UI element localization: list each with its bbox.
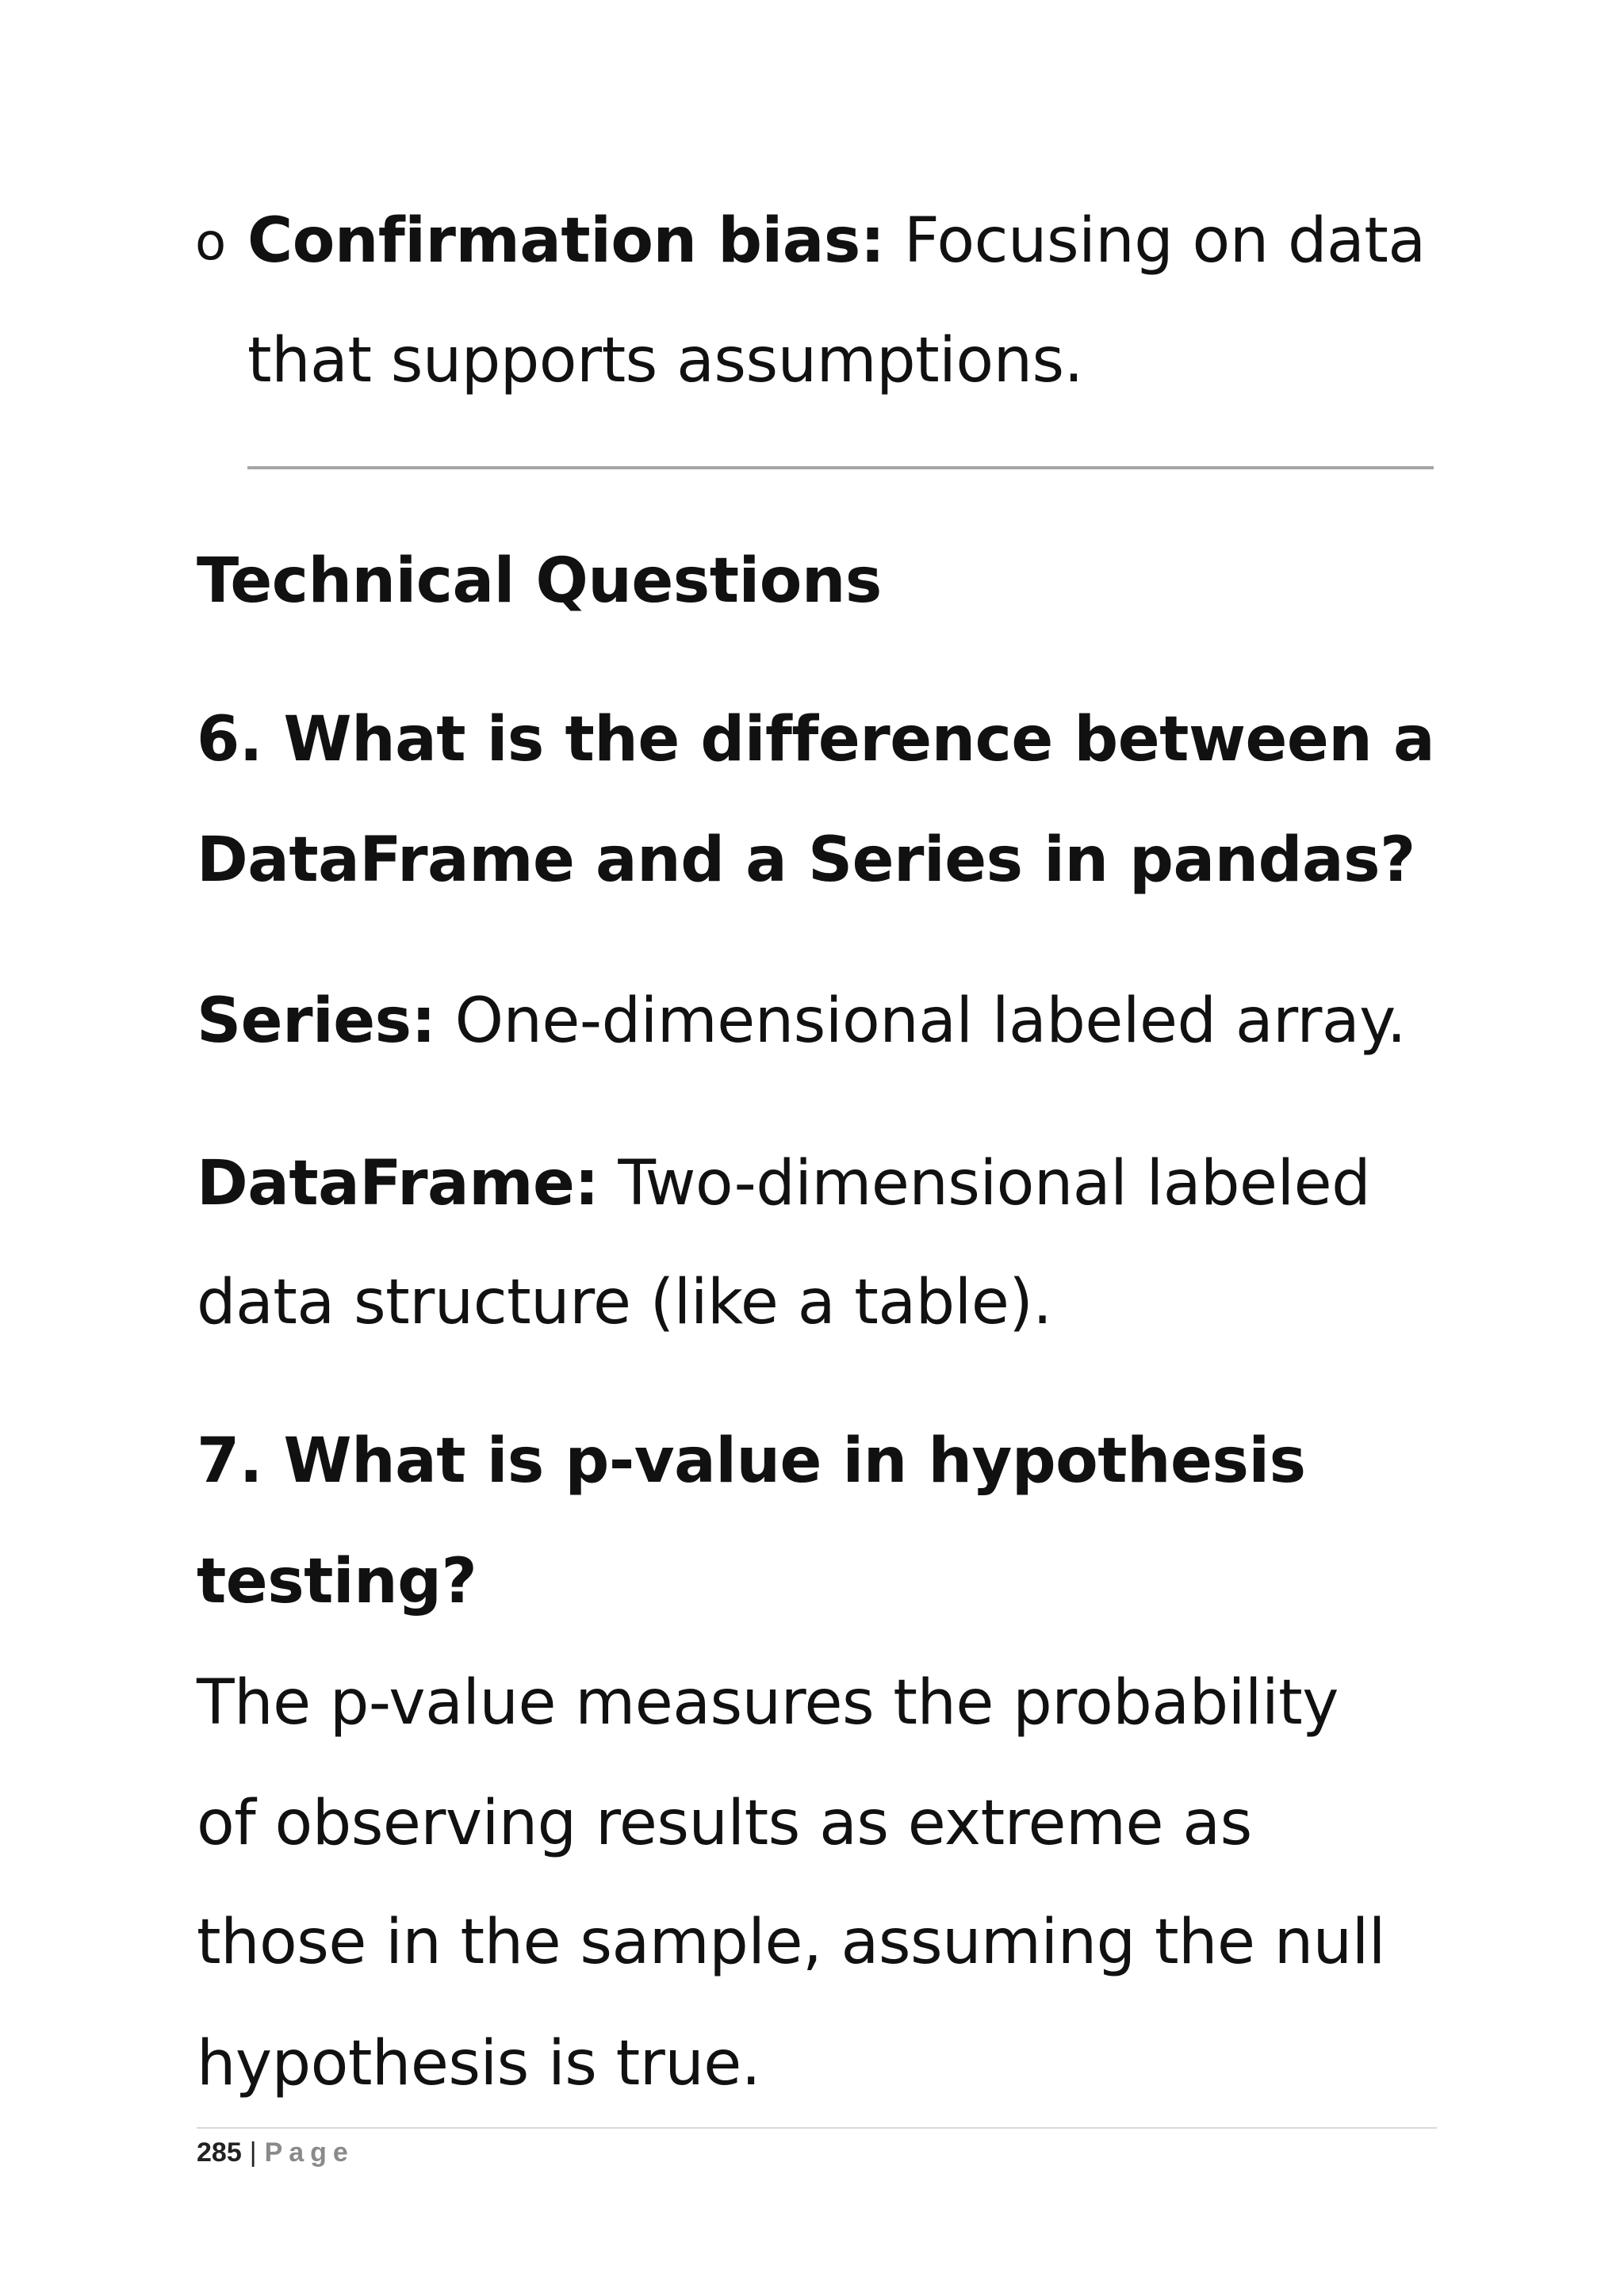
bullet-text: Focusing on data: [884, 205, 1426, 277]
page-number: 285: [197, 2137, 242, 2168]
question-6-line-1: 6. What is the difference between a: [197, 704, 1435, 775]
dataframe-definition-line-2: data structure (like a table).: [197, 1267, 1052, 1338]
series-term: Series:: [197, 985, 436, 1057]
bullet-line-1: [247, 201, 1426, 281]
bullet-marker: o: [195, 213, 227, 272]
horizontal-rule: [247, 466, 1434, 469]
footer-rule: [197, 2127, 1437, 2129]
dataframe-text: Two-dimensional labeled: [599, 1148, 1371, 1219]
series-text: One-dimensional labeled array.: [435, 985, 1407, 1057]
page-footer: [197, 2133, 354, 2172]
page-label: Page: [264, 2137, 354, 2168]
dataframe-term: DataFrame:: [197, 1148, 599, 1219]
answer-7-line-3: those in the sample, assuming the null: [197, 1907, 1385, 1978]
footer-separator: |: [249, 2137, 257, 2168]
series-definition: [197, 982, 1406, 1061]
answer-7-line-4: hypothesis is true.: [197, 2028, 761, 2099]
dataframe-definition-line-1: [197, 1144, 1370, 1223]
question-6-line-2: DataFrame and a Series in pandas?: [197, 825, 1415, 896]
question-7-line-1: 7. What is p-value in hypothesis: [197, 1425, 1306, 1497]
bullet-line-2: that supports assumptions.: [247, 325, 1083, 396]
question-7-line-2: testing?: [197, 1546, 477, 1617]
bullet-term: Confirmation bias:: [247, 205, 885, 277]
section-heading: Technical Questions: [197, 545, 882, 617]
answer-7-line-1: The p-value measures the probability: [197, 1667, 1339, 1739]
answer-7-line-2: of observing results as extreme as: [197, 1788, 1252, 1859]
